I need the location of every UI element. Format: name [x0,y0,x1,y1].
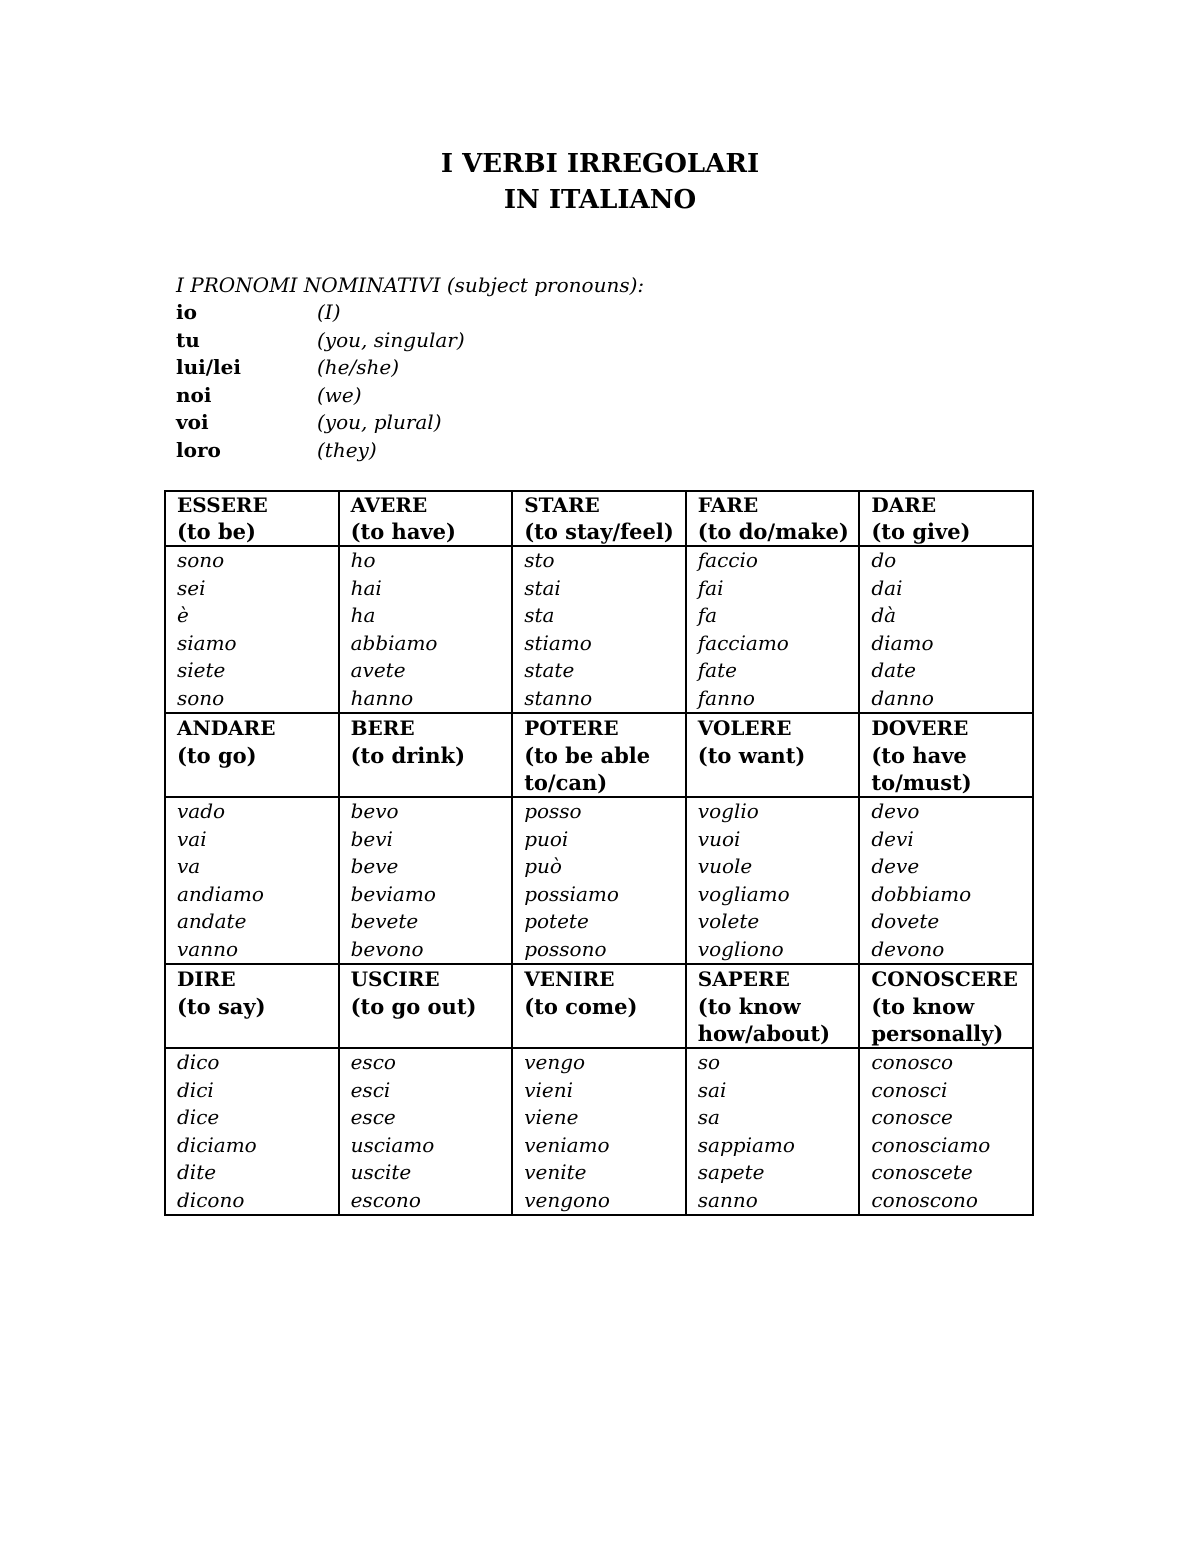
verb-form: vai [177,826,207,851]
verb-form: dico [177,1050,220,1074]
verb-form: sono [177,685,225,710]
verb-form: ho [350,548,376,572]
verb-form: sanno [697,1187,758,1212]
verb-form: conoscono [871,1187,978,1212]
verb-forms-cell [859,797,1033,964]
verb-form: volete [697,909,760,933]
verb-infinitive: SAPERE [697,967,790,991]
verb-form: diciamo [177,1132,257,1157]
verb-form: faccio [697,548,758,572]
verb-meaning: (to go) [177,743,257,768]
verb-form: fa [697,603,718,627]
verb-form: bevi [350,826,393,851]
verb-form: so [697,1050,721,1074]
verb-form: conosco [871,1050,954,1074]
verb-infinitive: DARE [871,493,937,517]
verb-header-row [165,491,1033,546]
pronoun-italian: tu [176,327,200,352]
verb-header-cell [339,491,513,546]
pronoun-english: (I) [317,300,341,324]
verb-form: viene [524,1105,579,1129]
verb-meaning: (to give) [871,519,971,544]
pronoun-row [176,327,644,355]
verb-form: fate [697,658,737,682]
verb-header-cell [339,713,513,797]
verb-header-cell [165,964,339,1048]
verb-form: andiamo [177,881,264,906]
verb-header-cell [165,491,339,546]
verb-forms-cell [512,1048,686,1215]
verb-form: abbiamo [350,630,438,655]
verb-form: devo [871,799,920,823]
verb-form: sono [177,548,225,572]
verb-form: vieni [524,1077,573,1102]
verb-form: usciamo [350,1132,435,1157]
verb-infinitive: STARE [524,493,600,517]
verb-form: deve [871,854,920,878]
verb-form: è [177,603,189,627]
pronoun-italian: io [176,300,197,324]
pronoun-italian: voi [176,410,209,434]
verb-infinitive: AVERE [350,493,428,517]
verb-form: uscite [350,1160,412,1184]
pronoun-row [176,382,644,410]
verb-form: esce [350,1105,396,1129]
verb-form: stanno [524,685,593,710]
verb-form: dovete [871,909,940,933]
pronoun-heading: I PRONOMI NOMINATIVI (subject pronouns): [176,273,645,297]
verb-infinitive: USCIRE [350,967,440,991]
verb-form: beve [350,854,399,878]
pronoun-italian: loro [176,437,221,462]
verb-form: vuoi [697,826,741,851]
verb-form: possiamo [524,881,619,906]
verb-form: sappiamo [697,1132,795,1157]
verb-form: vado [177,799,226,823]
verb-form: dai [871,575,903,600]
verb-form: dicono [177,1187,245,1212]
pronoun-english: (you, plural) [317,410,442,434]
verb-forms-cell [686,546,860,713]
verb-form: bevo [350,799,399,823]
verb-form: bevete [350,909,419,933]
verb-form: sto [524,548,555,572]
verb-table-body [165,491,1033,1215]
verb-forms-cell [165,546,339,713]
verb-meaning: (to want) [697,743,806,768]
pronoun-row [176,299,644,327]
verb-form: devono [871,936,945,961]
verb-header-cell [859,491,1033,546]
verb-meaning: (to do/make) [697,519,849,544]
verb-form: vogliono [697,936,784,961]
verb-form: escono [350,1187,421,1212]
verb-form: hanno [350,685,414,710]
pronoun-english: (we) [317,382,362,407]
verb-form: devi [871,826,914,851]
verb-form: vengono [524,1187,610,1212]
verb-form: puoi [524,826,569,851]
conjugation-row [165,546,1033,713]
verb-header-cell [686,964,860,1048]
verb-infinitive: VOLERE [697,716,792,740]
verb-form: danno [871,685,934,710]
verb-form: conosci [871,1077,948,1102]
pronoun-italian: lui/lei [176,355,241,379]
verb-meaning: (to have) [350,519,456,544]
verb-header-cell [512,964,686,1048]
verb-form: sai [697,1077,727,1102]
verb-form: dice [177,1105,220,1129]
verb-form: sapete [697,1160,765,1184]
verb-form: fanno [697,685,755,710]
verb-infinitive: DOVERE [871,716,969,740]
pronoun-english: (they) [317,437,377,462]
verb-form: potete [524,909,589,933]
verb-form: facciamo [697,630,789,655]
verb-form: conosce [871,1105,953,1129]
verb-form: conoscete [871,1160,973,1184]
verb-header-cell [859,713,1033,797]
verb-header-cell [512,491,686,546]
verb-header-row [165,713,1033,797]
verb-form: stiamo [524,630,592,655]
verb-meaning: (to go out) [350,994,477,1019]
verb-form: vogliamo [697,881,790,906]
verb-form: esci [350,1077,391,1102]
verb-form: vuole [697,854,753,878]
verb-form: venite [524,1160,587,1184]
verb-forms-cell [686,1048,860,1215]
verb-form: va [177,854,201,878]
verb-meaning: (to come) [524,994,638,1019]
verb-forms-cell [339,546,513,713]
verb-meaning: (to stay/feel) [524,519,674,544]
verb-form: ha [350,603,376,627]
verb-forms-cell [859,546,1033,713]
verb-infinitive: FARE [697,493,759,517]
verb-infinitive: POTERE [524,716,619,740]
conjugation-row [165,1048,1033,1215]
verb-forms-cell [165,1048,339,1215]
verb-form: voglio [697,799,759,823]
verb-forms-cell [512,797,686,964]
pronoun-english: (you, singular) [317,327,465,352]
title-line-2: IN ITALIANO [503,185,697,215]
verb-infinitive: CONOSCERE [871,967,1018,991]
verb-meaning: (to drink) [350,743,466,768]
title-line-1: I VERBI IRREGOLARI [440,149,760,179]
verb-form: stai [524,575,561,600]
verb-form: dà [871,603,897,627]
verb-form: dobbiamo [871,881,972,906]
verb-meaning: (to be able to/can) [524,743,651,795]
verb-form: vanno [177,936,239,961]
pronoun-row [176,437,644,465]
verb-form: andate [177,909,247,933]
verb-meaning: (to say) [177,994,266,1019]
verb-form: siamo [177,630,237,655]
verb-infinitive: VENIRE [524,967,615,991]
verb-header-cell [686,491,860,546]
pronoun-english: (he/she) [317,355,400,379]
verb-form: sei [177,575,206,600]
verb-form: avete [350,658,406,682]
verb-form: possono [524,936,607,961]
verb-form: conosciamo [871,1132,991,1157]
pronoun-list [176,272,644,464]
verb-form: sa [697,1105,720,1129]
verb-form: dite [177,1160,217,1184]
verb-header-cell [512,713,686,797]
verb-form: do [871,548,897,572]
verb-form: esco [350,1050,396,1074]
pronoun-row [176,409,644,437]
verb-form: diamo [871,630,934,655]
verb-form: veniamo [524,1132,610,1157]
verb-header-cell [686,713,860,797]
verb-meaning: (to have to/must) [871,743,972,795]
verb-form: bevono [350,936,424,961]
verb-header-cell [339,964,513,1048]
verb-infinitive: BERE [350,716,415,740]
verb-form: date [871,658,916,682]
verb-infinitive: ANDARE [177,716,276,740]
verb-form: siete [177,658,226,682]
verb-infinitive: DIRE [177,967,236,991]
verb-forms-cell [686,797,860,964]
verb-meaning: (to know personally) [871,994,1004,1046]
verb-header-cell [859,964,1033,1048]
verb-form: dici [177,1077,214,1102]
verb-header-cell [165,713,339,797]
pronoun-row [176,354,644,382]
verb-forms-cell [339,797,513,964]
verb-form: beviamo [350,881,436,906]
verb-form: vengo [524,1050,586,1074]
verb-form: state [524,658,575,682]
verb-infinitive: ESSERE [177,493,268,517]
verb-form: posso [524,799,582,823]
verb-meaning: (to be) [177,519,256,544]
verb-forms-cell [859,1048,1033,1215]
verb-meaning: (to know how/about) [697,994,831,1046]
conjugation-row [165,797,1033,964]
document-title [0,146,1200,218]
verb-forms-cell [512,546,686,713]
verb-form: sta [524,603,555,627]
verb-forms-cell [339,1048,513,1215]
verb-conjugation-table [164,490,1034,1216]
verb-form: può [524,854,562,878]
pronoun-italian: noi [176,382,212,407]
verb-header-row [165,964,1033,1048]
verb-form: fai [697,575,724,600]
verb-form: hai [350,575,382,600]
verb-forms-cell [165,797,339,964]
